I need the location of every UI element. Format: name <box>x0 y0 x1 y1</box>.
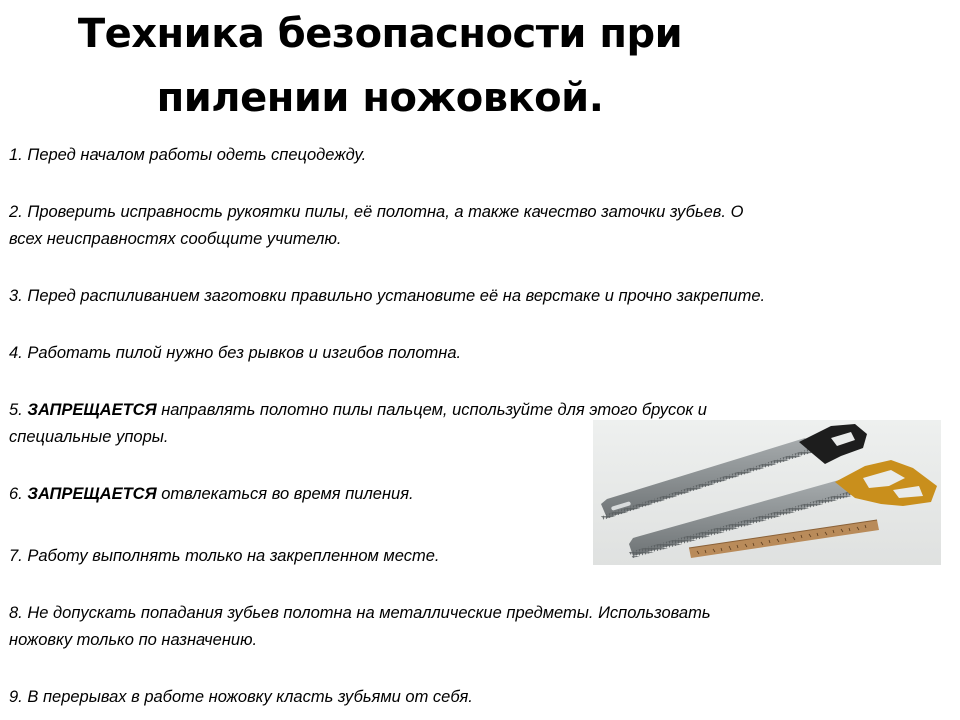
rule-6-emphasis: ЗАПРЕЩАЕТСЯ <box>27 485 157 503</box>
rule-5-emphasis: ЗАПРЕЩАЕТСЯ <box>27 401 157 419</box>
rule-1-line-1: 1. Перед началом работы одеть спецодежду. <box>9 146 367 164</box>
rule-3 <box>9 283 949 310</box>
hand-saws-photo-icon <box>593 420 941 565</box>
rule-1 <box>9 142 949 169</box>
rule-8-line-1: 8. Не допускать попадания зубьев полотна на металлические предметы. Использовать <box>9 604 711 622</box>
rule-3-line-1: 3. Перед распиливанием заготовки правильно установите её на верстаке и прочно закрепите. <box>9 287 766 305</box>
rule-5-line-1: 5. ЗАПРЕЩАЕТСЯ направлять полотно пилы пальцем, используйте для этого брусок и <box>9 401 707 419</box>
rule-2-line-2: всех неисправностях сообщите учителю. <box>9 230 342 248</box>
rule-8 <box>9 600 949 654</box>
rule-6-line-1: 6. ЗАПРЕЩАЕТСЯ отвлекаться во время пиления. <box>9 485 414 503</box>
rule-4-line-1: 4. Работать пилой нужно без рывков и изгибов полотна. <box>9 344 462 362</box>
rule-2 <box>9 199 949 253</box>
rule-5-line-2: специальные упоры. <box>9 428 169 446</box>
rule-9-line-1: 9. В перерывах в работе ножовку класть зубьями от себя. <box>9 688 473 706</box>
rule-7-line-1: 7. Работу выполнять только на закрепленном месте. <box>9 547 440 565</box>
slide-title <box>0 2 760 130</box>
rule-2-line-1: 2. Проверить исправность рукоятки пилы, её полотна, а также качество заточки зубьев. О <box>9 203 744 221</box>
slide-title-line-2: пилении ножовкой. <box>156 75 604 121</box>
rule-8-line-2: ножовку только по назначению. <box>9 631 258 649</box>
rule-4 <box>9 340 949 367</box>
slide-title-line-1: Техника безопасности при <box>77 11 683 57</box>
rule-9 <box>9 684 949 711</box>
